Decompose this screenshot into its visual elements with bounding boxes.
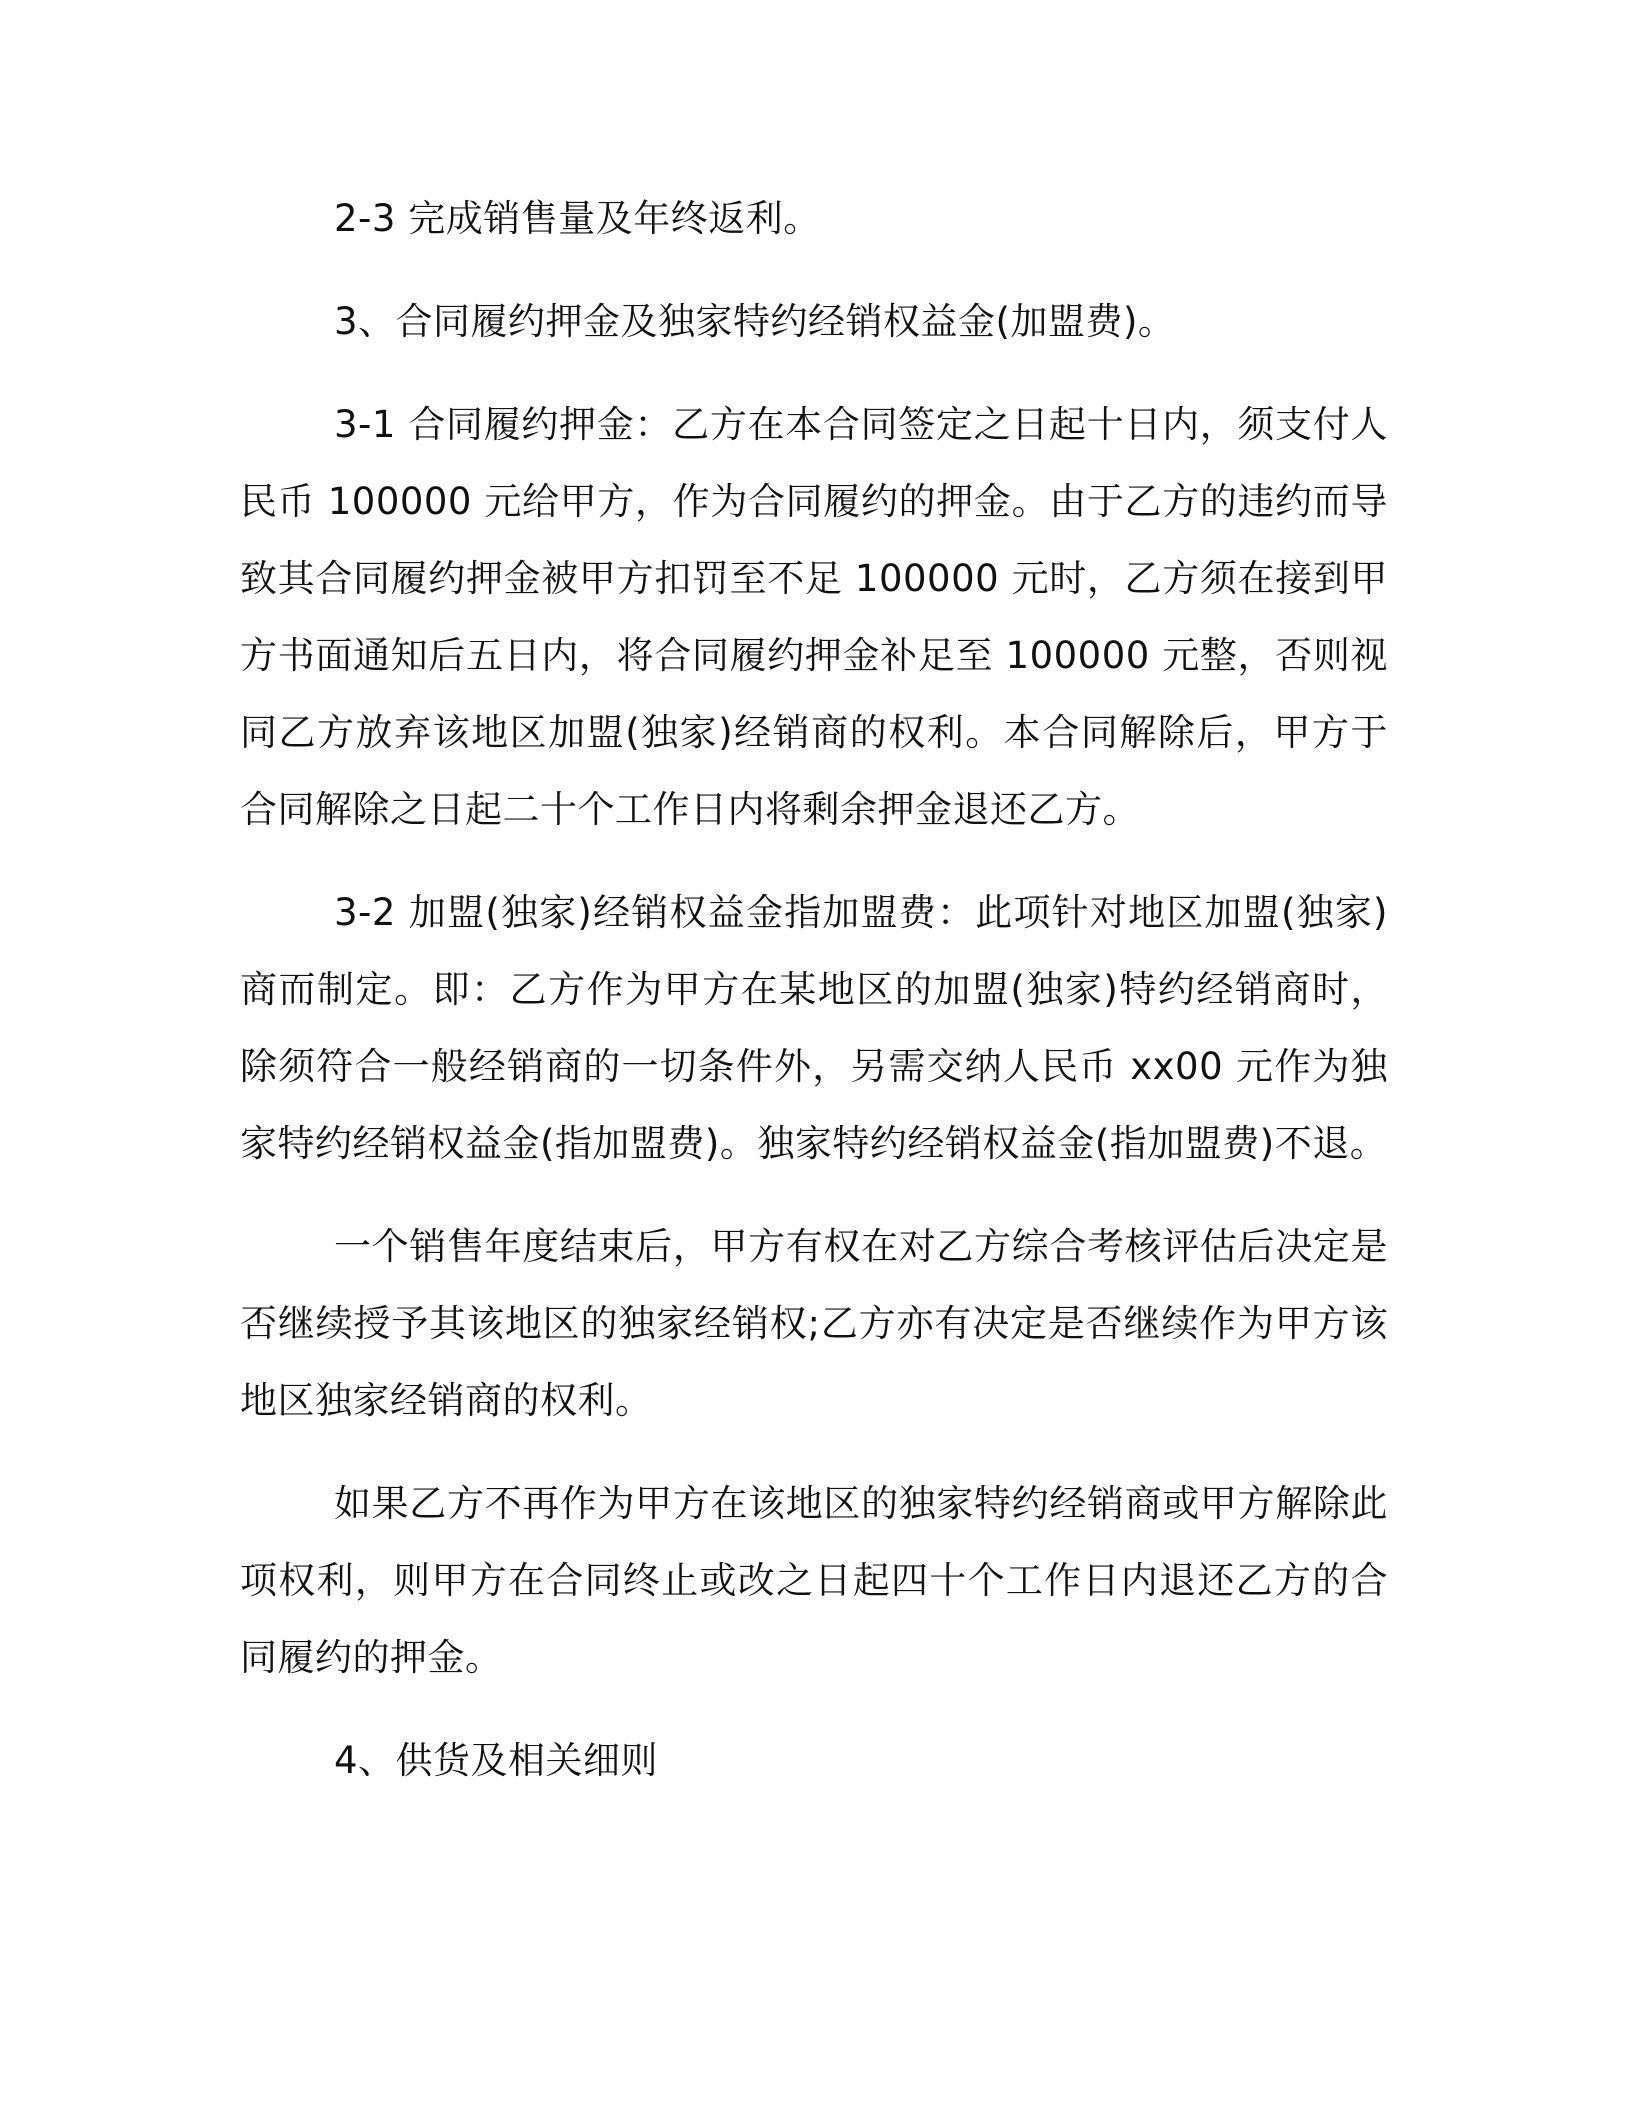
clause-2-3: 2-3 完成销售量及年终返利。 [334, 197, 821, 240]
clause-3-2: 3-2 加盟(独家)经销权益金指加盟费：此项针对地区加盟(独家)商而制定。即：乙方作为甲方在某地区的加盟(独家)特约经销商时，除须符合一般经销商的一切条件外，另需交纳人民币 xx00 元作为独家特约经销权益金(指加盟费)。独家特约经销权益金(指加盟费)不退。 [240, 891, 1388, 1165]
document-body [240, 180, 1388, 1825]
paragraph-annual-review: 一个销售年度结束后，甲方有权在对乙方综合考核评估后决定是否继续授予其该地区的独家经销权;乙方亦有决定是否继续作为甲方该地区独家经销商的权利。 [240, 1225, 1388, 1422]
paragraph-deposit-refund: 如果乙方不再作为甲方在该地区的独家特约经销商或甲方解除此项权利，则甲方在合同终止或改之日起四十个工作日内退还乙方的合同履约的押金。 [240, 1482, 1388, 1679]
clause-4-heading: 4、供货及相关细则 [334, 1739, 659, 1782]
clause-3-heading: 3、合同履约押金及独家特约经销权益金(加盟费)。 [334, 300, 1176, 343]
clause-3-1: 3-1 合同履约押金：乙方在本合同签定之日起十日内，须支付人民币 100000 元给甲方，作为合同履约的押金。由于乙方的违约而导致其合同履约押金被甲方扣罚至不足 100000 元时，乙方须在接到甲方书面通知后五日内，将合同履约押金补足至 100000 元整，否则视同乙方放弃该地区加盟(独家)经销商的权利。本合同解除后，甲方于合同解除之日起二十个工作日内将剩余押金退还乙方。 [240, 403, 1388, 831]
